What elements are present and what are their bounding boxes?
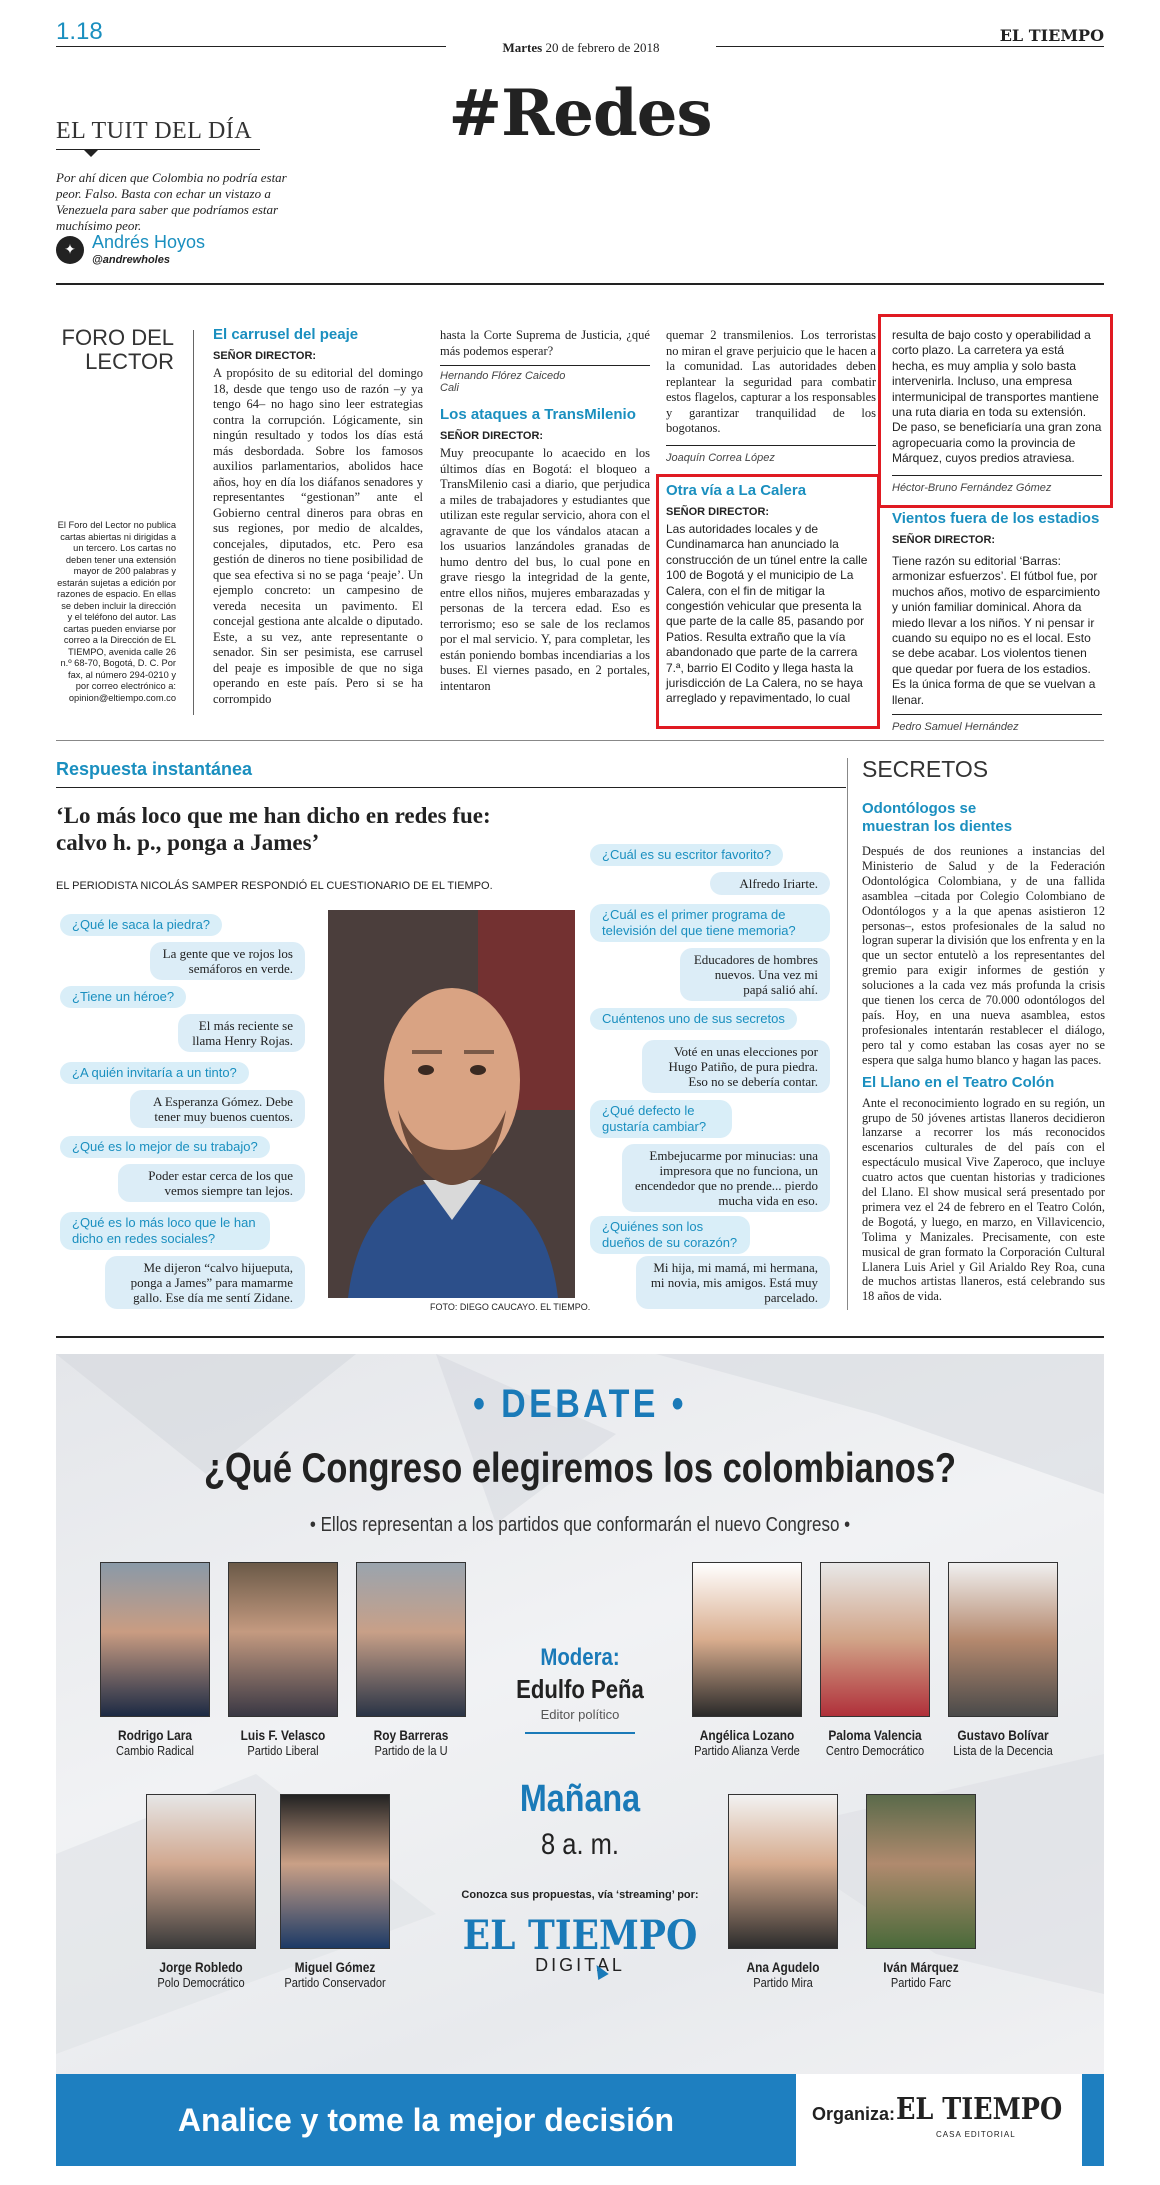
debate-footer-bar [56,2074,1104,2166]
right-question-3: Cuéntenos uno de sus secretos [590,1008,797,1030]
candidate-card [336,1562,486,1758]
candidate-name: Paloma Valencia [828,1727,922,1743]
right-question-4: ¿Qué defecto le gustaría cambiar? [590,1100,732,1138]
candidate-photo [228,1562,338,1717]
candidate-card [260,1794,410,1990]
section-title: #Redes [448,76,712,151]
left-answer-5: Me dijeron “calvo hijueputa, ponga a James” para mamarme gallo. Ese día me sentí Zidane. [105,1256,305,1309]
respuesta-headline: ‘Lo más loco que me han dicho en redes fue: calvo h. p., ponga a James’ [56,803,491,855]
date-rest: 20 de febrero de 2018 [545,40,660,55]
debate-subtitle: • Ellos representan a los partidos que conformarán el nuevo Congreso • [309,1514,851,1536]
secretos-label: SECRETOS [862,756,989,782]
organiza-sub: CASA EDITORIAL [936,2130,1016,2139]
letter-2-rule [666,445,876,446]
candidate-party: Partido Liberal [247,1743,319,1758]
candidate-photo [728,1794,838,1949]
secretos-vertical-rule [847,758,848,1310]
letter-2-title: Los ataques a TransMilenio [440,406,636,423]
letter-3-signature: Héctor-Bruno Fernández Gómez [892,481,1052,494]
date-day: Martes [502,40,543,55]
page-date [456,40,706,56]
when-time: 8 a. m. [541,1828,619,1861]
candidate-photo [820,1562,930,1717]
right-answer-1: Alfredo Iriarte. [710,872,830,895]
candidate-card [126,1794,276,1990]
photo-credit: FOTO: DIEGO CAUCAYO. EL TIEMPO. [430,1302,591,1312]
tuit-heading: EL TUIT DEL DÍA [56,118,253,144]
tuit-text: Por ahí dicen que Colombia no podría estar peor. Falso. Basta con echar un vistazo a Venezuela para saber que podríamos estar muchísimo peor. [56,170,287,233]
letter-column-4 [892,328,1102,494]
when-day: Mañana [519,1778,641,1820]
right-answer-5: Mi hija, mi mamá, mi hermana, mi novia, mis amigos. Está muy parcelado. [636,1256,830,1309]
foro-note: El Foro del Lector no publica cartas abiertas ni dirigidas a un tercero. Los cartas no deben tener una extensión mayor de 200 palabras y estarán sujetas a edición por razones de espacio. En ellas se deben incluir la dirección y el teléfono del autor. Las cartas pueden enviarse por correo a la Dirección de EL TIEMPO, avenida calle 26 n.º 68-70, Bogotá, D. C. Por fax, al número 294-0210 y por correo electrónico a: opinion@eltiempo.com.co [57,520,176,703]
tuit-pointer [84,150,98,157]
candidate-party: Polo Democrático [157,1975,245,1990]
moderator-label: Modera: [540,1644,620,1671]
candidate-card [846,1794,996,1990]
header-rule-right [716,46,1104,47]
candidate-party: Cambio Radical [115,1743,194,1758]
candidate-party: Partido Conservador [284,1975,386,1990]
tuit-handle: @andrewholes [92,254,170,266]
letter-2-body-cont: quemar 2 transmilenios. Los terroristas no miran el grave perjuicio que le hacen a la comunidad. Las autoridades deben replantear la seguridad para combatir estos flagelos, capturar a los responsables y garantizar tranquilidad de los bogotanos. [666,328,876,435]
letter-1-signature: Hernando Flórez Caicedo [440,370,566,382]
moderator-role: Editor político [540,1707,620,1722]
candidate-party: Partido de la U [374,1743,448,1758]
left-answer-1: La gente que ve rojos los semáforos en verde. [150,942,305,980]
header-rule-left [56,46,446,47]
letter-column-1 [213,326,423,707]
respuesta-label: Respuesta instantánea [56,759,253,779]
secreto-1-body: Después de dos reuniones a instancias del Ministerio de Salud y de la Federación Odontológica Colombiana, y de una fallida asamblea –citada por Colegio Colombiano de Odontólogos y a la que apenas asistieron 12 personas–, estos profesionales de la salud no logran superar la división que los enfrenta y en la que un sector entutelò a los representantes del gremio para exigir informes de gestión y soluciones a la cada vez más profunda la crisis que tienen los cerca de 70.000 odontólogos del país. Hoy, en una nueva asamblea, estos profesionales intentarán restablecer el diálogo, pero tal y como estaban las cosas ayer no se espera que salga humo blanco y hagan las paces. [862,844,1105,1067]
letter-2-body: Muy preocupante lo acaecido en los últimos días en Bogotá: el bloqueo a TransMilenio casi a diario, que perjudica a miles de trabajadores y estudiantes que utilizan este regular servicio, ahora con el agravante de que los vándalos atacan a los usuarios lanzándoles granadas de humo dentro del bus, lo cual pone en grave riesgo la integridad de la gente, entre ellos niños, mujeres embarazadas y personas de la tercera edad. Eso es terrorismo; eso se sale de los reclamos por el mal servicio. Y, para completar, les están poniendo bombas incendiarias a los buses. El viernes pasado, en 2 portales, intentaron [440,446,650,693]
respuesta-deck: EL PERIODISTA NICOLÁS SAMPER RESPONDIÓ EL CUESTIONARIO DE EL TIEMPO. [56,880,493,892]
respuesta-rule [56,787,846,788]
candidate-photo [146,1794,256,1949]
left-question-4: ¿Qué es lo mejor de su trabajo? [60,1136,270,1158]
letter-4-body: Tiene razón su editorial ‘Barras: armonizar esfuerzos’. El fútbol fue, por muchos años, motivo de esparcimiento y unión familiar dominical. Ahora da miedo llevar a los niños. Y ni pensar ir cuando su equipo no es el local. Esto se debe acabar. Los violentos tienen que quedar por fuera de los estadios. Es la única forma de que se vuelvan a llenar. [892,554,1101,707]
debate-kicker: • DEBATE • [473,1382,687,1426]
section-divider-1 [56,283,1104,285]
secretos-block [862,800,1105,1304]
letter-3-rule [892,475,1102,476]
candidate-party: Partido Farc [890,1975,952,1990]
letter-4-rule [892,714,1102,715]
moderator-rule [525,1732,635,1734]
candidate-photo [948,1562,1058,1717]
stream-text: Conozca sus propuestas, vía ‘streaming’ por: [461,1889,699,1901]
organiza-label: Organiza: [812,2104,896,2124]
section-divider-2 [56,740,1104,741]
left-answer-4: Poder estar cerca de los que vemos siempre tan lejos. [118,1164,305,1202]
right-question-5: ¿Quiénes son los dueños de su corazón? [590,1216,750,1254]
letter-4-signature: Pedro Samuel Hernández [892,721,1019,734]
letter-3-block [666,482,876,707]
letter-1-city: Cali [440,382,459,394]
letter-column-3 [666,328,876,464]
letter-column-2 [440,328,650,694]
letter-1-body: A propósito de su editorial del domingo 18, desde que tengo uso de razón –y ya tengo 64– no hago sino leer estrategias contra la corrupción. Lógicamente, sin ningún resultado y todos los días está más desbordada. Sobre los famosos auxilios parlamentarios, abolidos hace años, hoy en día los diáfanos senadores y representantes “gestionan” ante el Gobierno central dineros para obras en sus regiones, por medio de alcaldes, concejales, diputados, etc. Pero esa gestión de dineros no tiene posibilidad de que sea efectiva si no se paga ‘peaje’. Un ejemplo concreto: un campesino de vereda necesita un pavimento. El concejal gestiona ante alcalde o diputado. Este, a su vez, ante representante o senador. Sin ser pesimista, ese carrusel del peaje es imposible de que no siga operando en este país. Pero si se ha corrompido [213,366,423,706]
candidate-card [928,1562,1078,1758]
candidate-name: Roy Barreras [373,1727,449,1743]
candidate-name: Rodrigo Lara [117,1727,193,1743]
organiza-brand: EL TIEMPO [896,2092,1063,2127]
footer-accent-bar [1082,2074,1104,2166]
right-answer-4: Embejucarme por minucias: una impresora que no funciona, un encendedor que no prende... pierdo mucha vida en eso. [622,1144,830,1212]
candidate-party: Centro Democrático [825,1743,925,1758]
foro-heading-line1: FORO DEL [61,325,174,350]
candidate-photo [692,1562,802,1717]
candidate-name: Iván Márquez [883,1959,959,1975]
letter-2-salutation: SEÑOR DIRECTOR: [440,430,544,442]
candidate-photo [100,1562,210,1717]
candidate-photo [866,1794,976,1949]
candidate-party: Partido Alianza Verde [694,1743,800,1758]
right-question-2: ¿Cuál es el primer programa de televisión del que tiene memoria? [590,904,830,942]
twitter-icon: ✦ [56,236,84,264]
letter-1-salutation: SEÑOR DIRECTOR: [213,350,317,362]
candidate-name: Angélica Lozano [699,1727,795,1743]
brand-sub: DIGITAL [535,1955,625,1975]
letter-1-body-cont: hasta la Corte Suprema de Justicia, ¿qué más podemos esperar? [440,328,650,358]
debate-title: ¿Qué Congreso elegiremos los colombianos? [203,1444,957,1491]
left-question-3: ¿A quién invitaría a un tinto? [60,1062,249,1084]
right-answer-2: Educadores de hombres nuevos. Una vez mi papá salió ahí. [680,948,830,1001]
letter-3-salutation: SEÑOR DIRECTOR: [666,506,770,518]
candidate-name: Miguel Gómez [294,1959,376,1975]
candidate-card [708,1794,858,1990]
moderator-block [480,1644,680,1734]
foro-heading-line2: LECTOR [85,349,174,374]
candidate-photo [356,1562,466,1717]
candidate-party: Lista de la Decencia [953,1743,1053,1758]
moderator-name: Edulfo Peña [516,1674,644,1704]
brand-main: EL TIEMPO [462,1912,698,1959]
letter-4-block [892,510,1104,733]
tuit-author: Andrés Hoyos [92,232,206,252]
secreto-2-body: Ante el reconocimiento logrado en su región, un grupo de 50 jóvenes artistas llaneros decidieron lanzarse a recorrer los más reconocidos escenarios culturales de del país con el espectáculo musical Vive Zaperoco, que incluye cuatro actos que cuentan historias y tradiciones del Llano. El show musical será presentado por primera vez el 24 de febrero en el Teatro Colón, de Bogotá, y luego, en marzo, en Villavicencio, Tolima y Manizales. Precisamente, con este musical de gran formato la Corporación Cultural Llanera Luis Ariel y Gil Arialdo Rey Roa, cuna de muchos artistas llaneros, está celebrando sus 18 años de vida. [862,1095,1105,1304]
letter-4-title: Vientos fuera de los estadios [892,510,1100,527]
samper-photo [328,910,575,1298]
letter-3-body-cont: resulta de bajo costo y operabilidad a corto plazo. La carretera ya está hecha, es muy amplia y solo basta intervenirla. Incluso, una empresa intermunicipal de transportes mantiene una ruta diaria en toda su extensión. De paso, se beneficiaría una gran zona agropecuaria como la provincia de Márquez, cuyos predios atraviesa. [892,328,1102,466]
debate-ad [56,1354,1104,2166]
candidate-party: Partido Mira [753,1975,813,1990]
right-question-1: ¿Cuál es su escritor favorito? [590,844,783,866]
secreto-1-title: Odontólogos se muestran los dientes [862,800,1013,835]
left-question-5: ¿Qué es lo más loco que le han dicho en redes sociales? [60,1212,270,1250]
masthead: EL TIEMPO [999,26,1104,45]
letter-1-title: El carrusel del peaje [213,326,359,343]
footer-slogan: Analice y tome la mejor decisión [56,2074,796,2166]
candidate-name: Jorge Robledo [159,1959,243,1975]
letter-3-body: Las autoridades locales y de Cundinamarca han anunciado la construcción de un túnel entre la calle 100 de Bogotá y el municipio de La Calera, con el fin de mitigar la congestión vehicular que presenta la que parte de la calle 85, pasando por Patios. Resulta extraño que la vía abandonado que parte de la carrera 7.ª, barrio El Codito y llega hasta la jurisdicción de La Calera, no se haya arreglado y repavimentado, lo cual [666,522,868,706]
right-answer-3: Voté en unas elecciones por Hugo Patiño, de pura piedra. Eso no se debería contar. [642,1040,830,1093]
portrait-illustration [328,910,575,1298]
foro-vertical-rule [193,330,194,715]
candidate-name: Gustavo Bolívar [957,1727,1049,1743]
candidate-photo [280,1794,390,1949]
left-question-1: ¿Qué le saca la piedra? [60,914,222,936]
left-answer-3: A Esperanza Gómez. Debe tener muy buenos cuentos. [130,1090,305,1128]
letter-4-salutation: SEÑOR DIRECTOR: [892,534,996,546]
section-divider-3 [56,1336,1104,1338]
letter-3-title: Otra vía a La Calera [666,482,807,499]
secreto-2-title: El Llano en el Teatro Colón [862,1073,1055,1091]
letter-2-signature: Joaquín Correa López [666,451,775,464]
left-question-2: ¿Tiene un héroe? [60,986,186,1008]
letter-1-rule [440,365,650,366]
candidate-name: Luis F. Velasco [240,1727,326,1743]
candidate-name: Ana Agudelo [746,1959,820,1975]
page-number: 1.18 [56,18,103,45]
brand-el-tiempo-digital [430,1912,730,1976]
foro-heading [56,326,174,374]
left-answer-2: El más reciente se llama Henry Rojas. [178,1014,305,1052]
